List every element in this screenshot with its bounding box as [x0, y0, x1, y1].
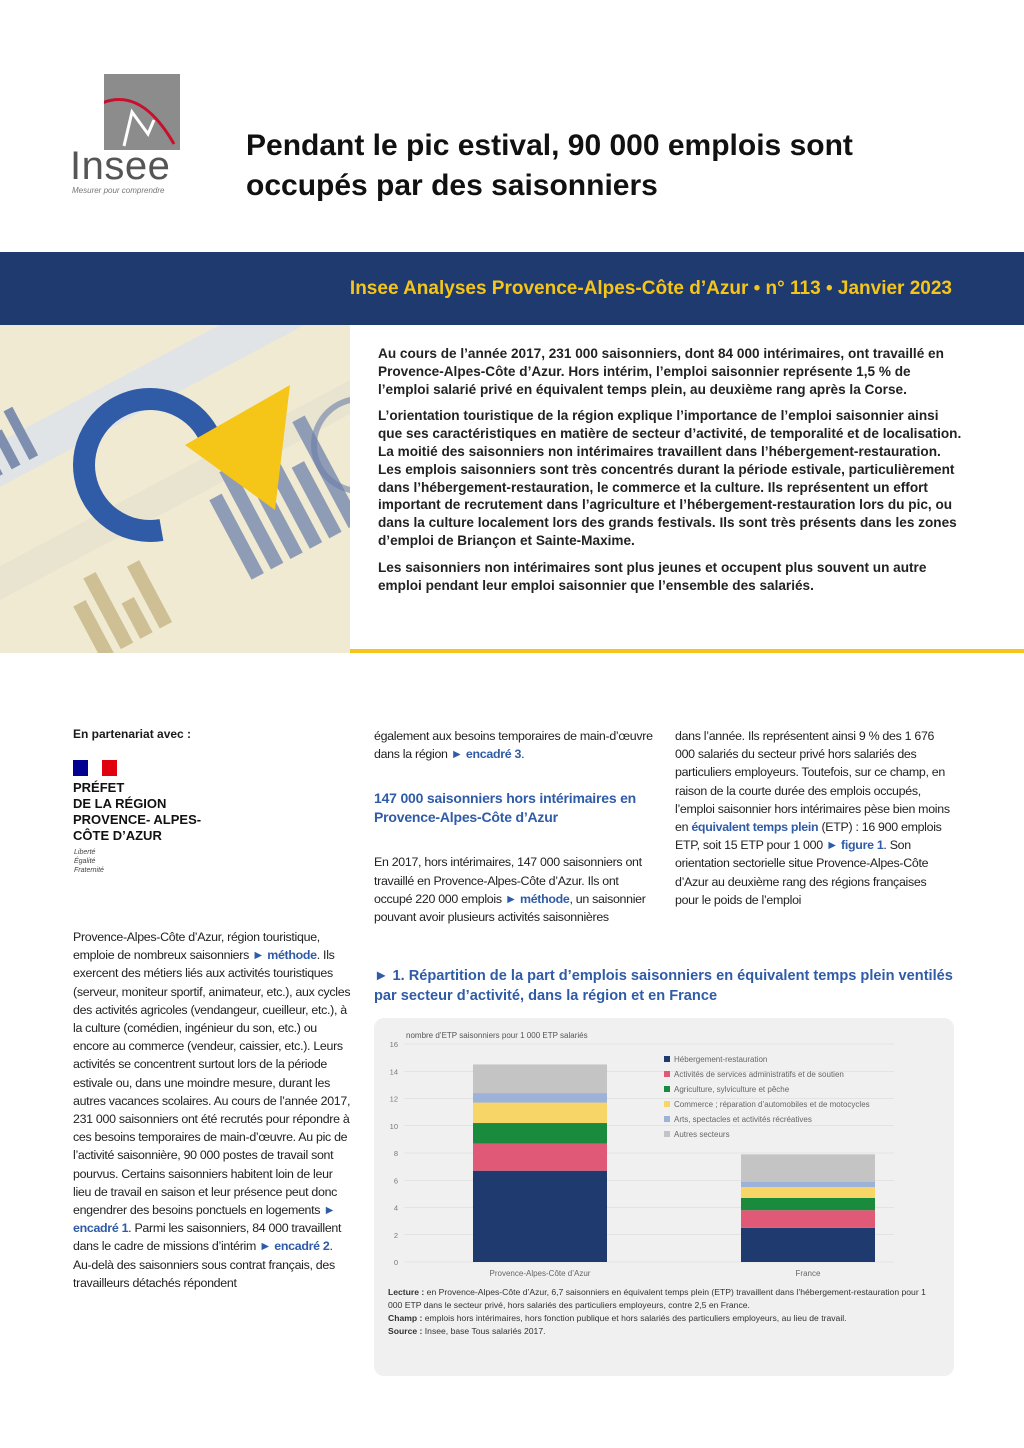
body-text: . Son orientation sectorielle situe Provence-Alpes-Côte d’Azur au deuxième rang des régions françaises pour le poids de l’emploi — [675, 838, 929, 907]
body-text: En 2017, hors intérimaires, 147 000 saisonniers ont travaillé en Provence-Alpes-Côte d’Azur. Ils ont occupé 220 000 emplois — [374, 855, 642, 906]
note-champ — [388, 1312, 938, 1325]
insee-logo — [70, 68, 190, 198]
bar-segment — [741, 1154, 875, 1181]
flag-stripe — [102, 760, 117, 776]
encadre-3-link[interactable]: ► encadré 3 — [450, 747, 522, 762]
flag-stripe — [73, 760, 88, 776]
bar-segment — [473, 1143, 607, 1170]
logo-text: Insee — [70, 144, 171, 188]
legend-swatch — [664, 1071, 670, 1077]
legend-label: Activités de services administratifs et de soutien — [674, 1070, 844, 1079]
bar-segment — [741, 1228, 875, 1262]
x-tick-label: Provence-Alpes-Côte d’Azur — [489, 1269, 591, 1278]
methode-link[interactable]: ► méthode — [504, 891, 570, 906]
legend-label: Hébergement-restauration — [674, 1055, 768, 1064]
x-tick-label: France — [795, 1269, 821, 1278]
methode-link[interactable]: ► méthode — [252, 948, 317, 963]
body-column-2 — [374, 727, 654, 926]
body-text: . Au-delà des saisonniers sous contrat français, des travailleurs détachés répondent — [73, 1239, 335, 1290]
prefet-line: DE LA RÉGION — [73, 796, 167, 811]
y-axis-title: nombre d’ETP saisonniers pour 1 000 ETP salariés — [406, 1031, 588, 1040]
republic-motto — [74, 848, 104, 875]
body-text: . Parmi les saisonniers, 84 000 travaillent dans le cadre de missions d’intérim — [73, 1221, 342, 1254]
cover-illustration — [0, 325, 350, 653]
prefet-line: CÔTE D’AZUR — [73, 828, 162, 843]
motto-line: Liberté — [74, 849, 96, 856]
body-text: également aux besoins temporaires de main-d’œuvre dans la région — [374, 729, 653, 762]
body-text: (ETP) : 16 900 emplois ETP, soit 15 ETP pour 1 000 — [675, 820, 942, 853]
logo-mark-icon — [104, 74, 180, 150]
bar-segment — [473, 1171, 607, 1262]
y-tick-label: 0 — [393, 1258, 398, 1267]
body-column-3 — [675, 727, 950, 909]
y-tick-label: 14 — [389, 1067, 398, 1077]
page-title: Pendant le pic estival, 90 000 emplois sont occupés par des saisonniers — [246, 129, 853, 202]
bar-segment — [741, 1187, 875, 1198]
prefet-logo-text — [73, 780, 201, 844]
etp-definition-link[interactable]: équivalent temps plein — [691, 820, 819, 835]
summary-paragraph: Au cours de l’année 2017, 231 000 saisonniers, dont 84 000 intérimaires, ont travaillé en Provence-Alpes-Côte d’Azur. Hors intérim, l’emploi saisonnier représente 1,5 % de l’emploi salarié privé en équivalent temps plein, au deuxième rang après la Corse. — [378, 346, 944, 397]
bar-segment — [473, 1093, 607, 1103]
bar-segment — [473, 1103, 607, 1123]
body-column-1 — [73, 928, 351, 1292]
legend-swatch — [664, 1131, 670, 1137]
bar-segment — [741, 1198, 875, 1210]
motto-line: Égalité — [74, 858, 96, 865]
y-tick-label: 6 — [393, 1176, 398, 1186]
y-tick-label: 16 — [389, 1040, 398, 1049]
legend-label: Commerce ; réparation d’automobiles et de motocycles — [674, 1100, 870, 1109]
note-text: Insee, base Tous salariés 2017. — [422, 1326, 546, 1336]
note-label: Champ : — [388, 1313, 423, 1323]
legend-swatch — [664, 1101, 670, 1107]
legend-label: Agriculture, sylviculture et pêche — [674, 1085, 790, 1094]
figure-notes — [388, 1286, 938, 1338]
publication-banner — [0, 252, 1024, 325]
note-source — [388, 1325, 938, 1338]
cover-chart-illustration-icon — [0, 325, 350, 653]
y-tick-label: 10 — [389, 1121, 398, 1131]
y-tick-label: 4 — [393, 1203, 398, 1213]
legend-label: Autres secteurs — [674, 1130, 730, 1139]
bar-segment — [741, 1210, 875, 1228]
y-tick-label: 2 — [393, 1230, 398, 1240]
figure-title: ► 1. Répartition de la part d’emplois saisonniers en équivalent temps plein ventilés par secteur d’activité, dans la région et en France — [374, 968, 953, 1004]
note-lecture — [388, 1286, 938, 1312]
body-text: dans l’année. Ils représentent ainsi 9 % des 1 676 000 salariés du secteur privé hors salariés des particuliers employeurs. Toutefois, sur ce champ, en raison de la courte durée des emplois occupés, l’emploi saisonnier hors intérimaires pèse bien moins en — [675, 729, 950, 835]
summary-paragraph: L’orientation touristique de la région explique l’importance de l’emploi saisonnier ainsi que ses caractéristiques en matière de secteur d’activité, de temporalité et de localisation. La moitié des saisonniers non intérimaires travaillent dans l’hébergement-restauration. Les emplois saisonniers sont très concentrés durant la période estivale, particulièrement dans l’hébergement-restauration, le commerce et la culture. Ils représentent un effort important de recrutement dans l’agriculture et l’hébergement-restauration lors du pic, ou dans la culture localement lors des grands festivals. Ils sont très présents dans les zones d’emploi de Briançon et Sainte-Maxime. — [378, 408, 962, 548]
bar-segment — [741, 1182, 875, 1187]
y-tick-label: 8 — [393, 1149, 398, 1158]
body-text: . — [521, 747, 525, 762]
stacked-bar-chart — [374, 1018, 954, 1286]
note-text: emplois hors intérimaires, hors fonction publique et hors salariés des particuliers employeurs, au lieu de travail. — [422, 1313, 847, 1323]
prefet-line: PROVENCE- ALPES- — [73, 812, 202, 827]
logo-tagline: Mesurer pour comprendre — [72, 186, 165, 195]
encadre-1-link[interactable]: ► encadré 1 — [73, 1203, 336, 1236]
bar-segment — [473, 1123, 607, 1143]
bar-segment — [473, 1064, 607, 1093]
body-text: . Ils exercent des métiers liés aux activités touristiques (serveur, moniteur sportif, animateur, etc.), aux cycles des activités agricoles (vendangeur, cueilleur, etc.), à la culture (comédien, ingénieur du son, etc.) ou encore au commerce (vendeur, caissier, etc.). Leurs activités se concentrent surtout lors de la période estivale ou, dans une moindre mesure, durant les autres vacances scolaires. Au cours de l’année 2017, 231 000 saisonniers ont été recrutés pour répondre à ces besoins temporaires de main-d’œuvre. Au pic de l’activité saisonnière, 90 000 postes de travail sont pourvus. Certains saisonniers habitent loin de leur lieu de travail en saison et leur présence peut donc engendrer des besoins ponctuels en logements — [73, 948, 351, 1218]
note-label: Source : — [388, 1326, 423, 1336]
summary-paragraph: Les saisonniers non intérimaires sont plus jeunes et occupent plus souvent un autre emploi pendant leur emploi saisonnier que l’ensemble des salariés. — [378, 559, 927, 593]
logo-square — [104, 74, 180, 150]
encadre-2-link[interactable]: ► encadré 2 — [259, 1239, 330, 1254]
legend-label: Arts, spectacles et activités récréatives — [674, 1115, 812, 1124]
note-text: en Provence-Alpes-Côte d’Azur, 6,7 saisonniers en équivalent temps plein (ETP) travaillent dans l’hébergement-restauration pour 1 000 ETP dans le secteur privé, hors salariés des particuliers employeurs, contre 2,5 en France. — [388, 1287, 926, 1310]
figure-1-link[interactable]: ► figure 1 — [825, 838, 884, 853]
marianne-flag-icon — [73, 760, 117, 776]
partner-label: En partenariat avec : — [73, 727, 192, 741]
section-heading: 147 000 saisonniers hors intérimaires en Provence-Alpes-Côte d’Azur — [374, 790, 637, 826]
legend-swatch — [664, 1086, 670, 1092]
flag-stripe — [88, 760, 103, 776]
prefet-line: PRÉFET — [73, 780, 125, 795]
legend-swatch — [664, 1056, 670, 1062]
legend-swatch — [664, 1116, 670, 1122]
motto-line: Fraternité — [74, 867, 104, 874]
summary-block — [378, 345, 963, 603]
body-text: , un saisonnier pouvant avoir plusieurs activités saisonnières — [374, 891, 646, 925]
summary-divider — [350, 649, 1024, 653]
y-tick-label: 12 — [389, 1094, 398, 1104]
body-text: Provence-Alpes-Côte d’Azur, région touristique, emploie de nombreux saisonniers — [73, 930, 320, 963]
publication-reference: Insee Analyses Provence-Alpes-Côte d’Azur • n° 113 • Janvier 2023 — [349, 278, 952, 299]
note-label: Lecture : — [388, 1287, 425, 1297]
